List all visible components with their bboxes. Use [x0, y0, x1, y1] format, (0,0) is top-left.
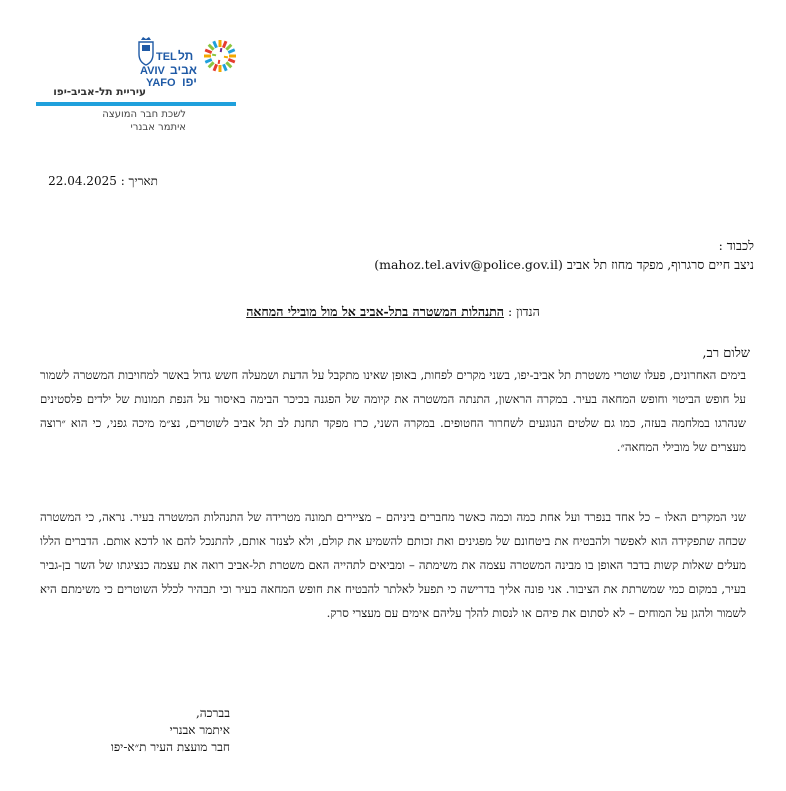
date-value: 22.04.2025 [48, 174, 117, 188]
logo-text-tel-en: TEL [156, 51, 177, 63]
subject-title: התנהלות המשטרה בתל-אביב אל מול מובילי המחאה [246, 304, 504, 319]
recipient-block [54, 236, 754, 274]
greeting: שלום רב, [702, 346, 750, 361]
sunburst-icon [204, 40, 236, 72]
office-line-2: איתמר אבנרי [130, 122, 186, 133]
recipient-name: ניצב חיים סרגרוף, מפקד מחוז תל אביב (mahoz.tel.aviv@police.gov.il) [374, 257, 754, 272]
to-label: לכבוד : [718, 238, 754, 253]
subject-line [0, 304, 786, 320]
letterhead [36, 28, 236, 138]
logo-text-aviv-he: אביב [170, 63, 197, 77]
date-line [48, 174, 158, 189]
date-label: תאריך : [120, 174, 158, 188]
subject-label: הנדון : [507, 304, 540, 319]
logo-text-tel-he: תל [178, 49, 194, 63]
signature-block [111, 705, 230, 756]
office-block [66, 108, 186, 134]
logo-text-aviv-en: AVIV [140, 65, 165, 77]
city-emblem-icon [139, 37, 153, 65]
closing: בברכה, [195, 706, 230, 720]
signer-name: איתמר אבנרי [169, 723, 230, 737]
body-paragraph-2: שני המקרים האלו – כל אחד בנפרד ועל אחת כמה וכמה כאשר מחברים ביניהם – מציירים תמונה מטרידה של התנהלות המשטרה בעיר. נראה, כי המשטרה שכחה שתפקידה הוא לאפשר ולהבטיח את ביטחונם של מפגינים ואת זכותם להשמיע את קולם, ולא לצנזר אותם, להתנכל להם או לדכא אותם. הדברים הללו מעלים שאלות קשות בדבר האופן בו מבינה המשטרה עצמה את משימתה – ומביאים לתהייה האם משטרת תל-אביב רואה את עצמה כנציגתו של השר בן-גביר בעיר, במקום כמי שמשרתת את הציבור. אני פונה אליך בדרישה כי תפעל לאלתר להבטיח את חופש המחאה בעיר וכי תבהיר לכלל השוטרים כי משימתם היא לשמור ולהגן על המוחים – לא לסתום את פיהם או לנסות להלך עליהם אימים עם מעצרי סרק. [40, 510, 746, 620]
logo-text-yafo-en: YAFO [146, 77, 176, 88]
signer-title: חבר מועצת העיר ת״א-יפו [110, 740, 230, 754]
municipality-name: עיריית תל-אביב-יפו [53, 86, 146, 98]
office-line-1: לשכת חבר המועצה [102, 109, 186, 120]
logo-text-yafo-he: יפו [182, 75, 197, 88]
body-paragraph-1: בימים האחרונים, פעלו שוטרי משטרת תל אביב-יפו, בשני מקרים לפחות, באופן שאינו מתקבל על הדעת ושמעלה חשש גדול באשר למחויבות המשטרה לשמור על חופש הביטוי וחופש המחאה בעיר. במקרה הראשון, התנתה המשטרה את קיומה של הפגנה בכיכר הבימה באיסור על הנפת תמונות של ילדים פלסטינים שנהרגו במלחמה בעזה, כמו גם שלטים הנוגעים לשחרור החטופים. במקרה השני, כרז מפקד תחנת לב תל אביב לשוטרים, נצ״מ מיכה גפני, כי הוא ״רוצה מעצרים של מובילי המחאה״. [40, 368, 746, 454]
header-divider [36, 102, 236, 106]
tel-aviv-yafo-logo [36, 28, 236, 88]
